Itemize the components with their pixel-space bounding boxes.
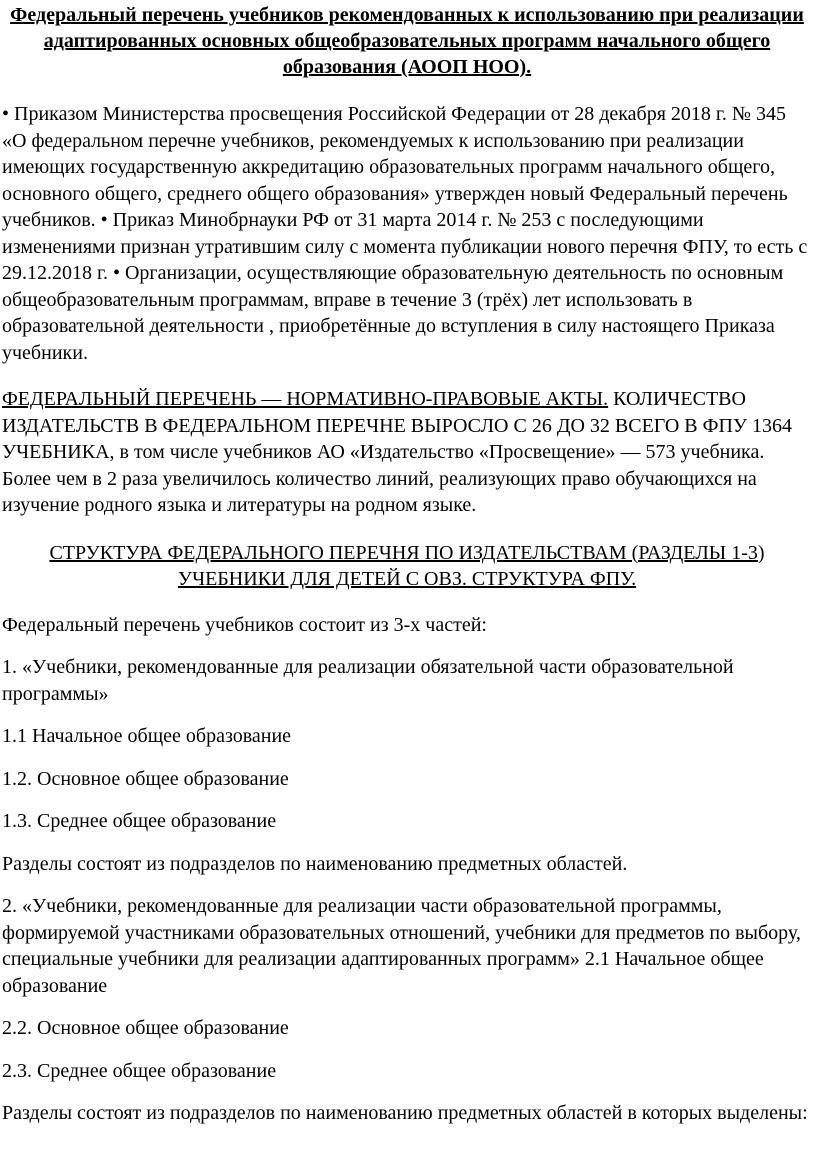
intro-paragraph: • Приказом Министерства просвещения Российской Федерации от 28 декабря 2018 г. № 345 «О федеральном перечне учебников, рекомендуемых к использованию при реализации имеющих государственную аккредитацию образовательных программ начального общего, основного общего, среднего общего образования» утвержден новый Федеральный перечень учебников. • Приказ Минобрнауки РФ от 31 марта 2014 г. № 253 с последующими изменениями признан утратившим силу с момента публикации нового перечня ФПУ, то есть с 29.12.2018 г. • Организации, осуществляющие образовательную деятельность по основным общеобразовательным программам, вправе в течение 3 (трёх) лет использовать в образовательной деятельности , приобретённые до вступления в силу настоящего Приказа учебники. bbox=[2, 103, 808, 364]
part2-item-2: 2.3. Среднее общее образование bbox=[2, 1059, 277, 1082]
document-title: Федеральный перечень учебников рекомендованных к использованию при реализации адаптированных основных общеобразовательных программ начального общего образования (АООП НОО). bbox=[10, 4, 804, 78]
part1-item-1: 1.1 Начальное общее образование bbox=[2, 725, 292, 747]
section-structure-heading: СТРУКТУРА ФЕДЕРАЛЬНОГО ПЕРЕЧНЯ ПО ИЗДАТЕЛЬСТВАМ (РАЗДЕЛЫ 1-3) УЧЕБНИКИ ДЛЯ ДЕТЕЙ С ОВЗ. СТРУКТУРА ФПУ. bbox=[49, 541, 765, 590]
structure-intro: Федеральный перечень учебников состоит из 3-х частей: bbox=[2, 613, 487, 636]
section-federal-list-text: КОЛИЧЕСТВО ИЗДАТЕЛЬСТВ В ФЕДЕРАЛЬНОМ ПЕРЕЧНЕ ВЫРОСЛО С 26 ДО 32 ВСЕГО В ФПУ 1364 УЧЕБНИКА, в том числе учебников АО «Издательство «Просвещение» — 573 учебника. Более чем в 2 раза увеличилось количество линий, реализующих право обучающихся на изучение родного языка и литературы на родном языке. bbox=[2, 388, 793, 516]
part2-item-1: 2.2. Основное общее образование bbox=[2, 1017, 289, 1039]
part1-item-2: 1.2. Основное общее образование bbox=[2, 767, 289, 790]
part2-title: 2. «Учебники, рекомендованные для реализации части образовательной программы, формируемой участниками образовательных отношений, учебники для предметов по выбору, специальные учебники для реализации адаптированных программ» 2.1 Начальное общее образование bbox=[2, 895, 801, 997]
part1-title: 1. «Учебники, рекомендованные для реализации обязательной части образовательной программы» bbox=[2, 656, 734, 705]
section-federal-list-heading: ФЕДЕРАЛЬНЫЙ ПЕРЕЧЕНЬ — НОРМАТИВНО-ПРАВОВЫЕ АКТЫ. bbox=[2, 388, 609, 410]
part1-note: Разделы состоят из подразделов по наименованию предметных областей. bbox=[2, 852, 628, 875]
section-federal-list-paragraph bbox=[2, 386, 812, 519]
part1-item-3: 1.3. Среднее общее образование bbox=[2, 810, 277, 832]
part2-note: Разделы состоят из подразделов по наименованию предметных областей в которых выделены: bbox=[2, 1102, 808, 1124]
